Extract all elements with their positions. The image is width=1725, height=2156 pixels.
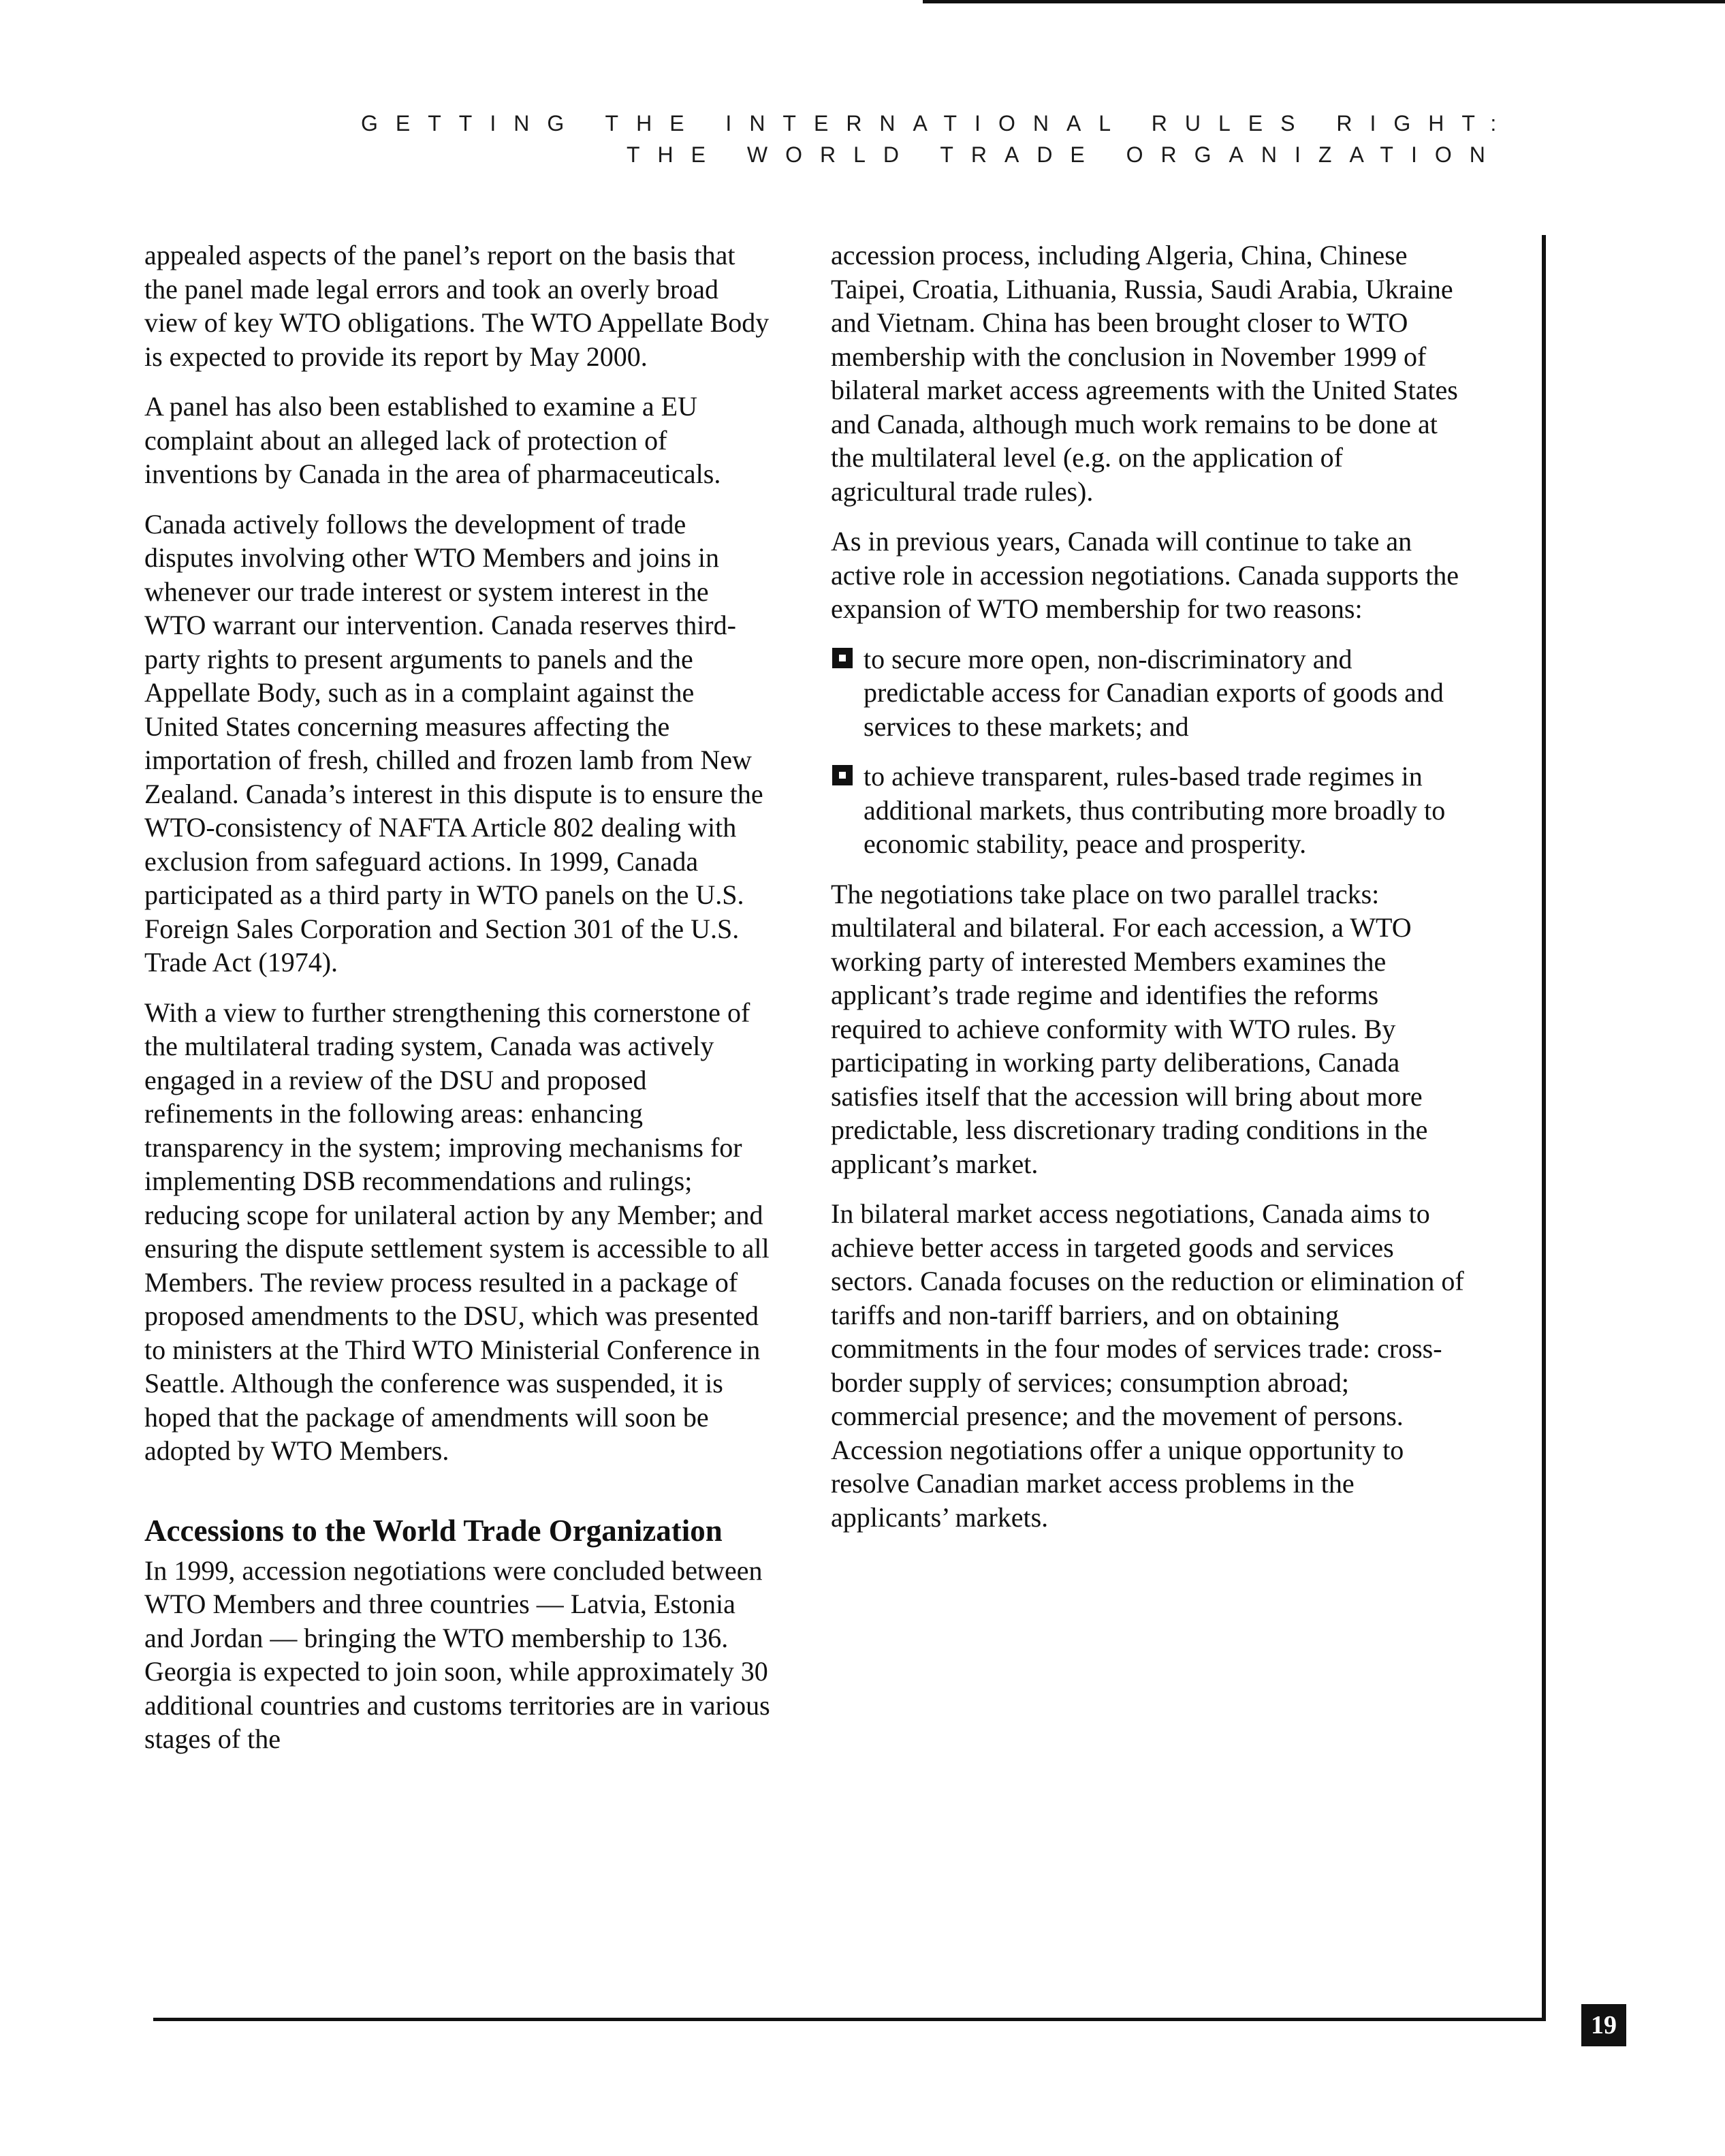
right-frame-rule [1542,235,1546,2020]
list-item-text: to achieve transparent, rules-based trade regimes in additional markets, thus contributing more broadly to economic stability, peace and prosperity. [864,761,1446,859]
right-paragraph-2: As in previous years, Canada will continue to take an active role in accession negotiations. Canada supports the expansion of WTO membership for two reasons: [831,526,1459,624]
left-paragraph-2: A panel has also been established to examine a EU complaint about an alleged lack of protection of inventions by Canada in the area of pharmaceuticals. [144,391,721,489]
section-heading-accessions: Accessions to the World Trade Organization [144,1513,723,1548]
list-item-text: to secure more open, non-discriminatory and predictable access for Canadian exports of goods and services to these markets; and [864,643,1444,742]
right-paragraph-1: accession process, including Algeria, China, Chinese Taipei, Croatia, Lithuania, Russia, Saudi Arabia, Ukraine and Vietnam. China has been brought closer to WTO membership with the conclusion in November 1999 of bilateral market access agreements with the United States and Canada, although much work remains to be done at the multilateral level (e.g. on the application of agricultural trade rules). [831,240,1458,507]
right-column [831,238,1464,1550]
page-number: 19 [1581,2004,1626,2046]
left-paragraph-1: appealed aspects of the panel’s report on the basis that the panel made legal errors and took an overly broad view of key WTO obligations. The WTO Appellate Body is expected to provide its report by May 2000. [144,240,770,372]
running-header-line-2: THE WORLD TRADE ORGANIZATION [627,142,1503,167]
square-bullet-icon [832,648,853,668]
reasons-list [831,642,1464,861]
left-paragraph-4: With a view to further strengthening this cornerstone of the multilateral trading system, Canada was actively engaged in a review of the DSU and proposed refinements in the following areas: enhancing transparency in the system; improving mechanisms for implementing DSB recommendations and rulings; reducing scope for unilateral action by any Member; and ensuring the dispute settlement system is accessible to all Members. The review process resulted in a package of proposed amendments to the DSU, which was presented to ministers at the Third WTO Ministerial Conference in Seattle. Although the conference was suspended, it is hoped that the package of amendments will soon be adopted by WTO Members. [144,997,770,1466]
left-paragraph-5: In 1999, accession negotiations were concluded between WTO Members and three countries — Latvia, Estonia and Jordan — bringing the WTO membership to 136. Georgia is expected to join soon, while approximately 30 additional countries and customs territories are in various stages of the [144,1554,770,1754]
right-paragraph-4: In bilateral market access negotiations, Canada aims to achieve better access in targeted goods and services sectors. Canada focuses on the reduction or elimination of tariffs and non-tariff barriers, and on obtaining commitments in the four modes of services trade: cross-border supply of services; consumption abroad; commercial presence; and the movement of persons. Accession negotiations offer a unique opportunity to resolve Canadian market access problems in the applicants’ markets. [831,1198,1464,1533]
square-bullet-icon [832,765,853,785]
bottom-rule [153,2018,1546,2021]
running-header-line-1: GETTING THE INTERNATIONAL RULES RIGHT: [361,111,1515,136]
right-paragraph-3: The negotiations take place on two parallel tracks: multilateral and bilateral. For each accession, a WTO working party of interested Members examines the applicant’s trade regime and identifies the reforms required to achieve conformity with WTO rules. By participating in working party deliberations, Canada satisfies itself that the accession will bring about more predictable, less discretionary trading conditions in the applicant’s market. [831,878,1428,1179]
running-header [361,108,1546,170]
top-rule [923,0,1725,3]
left-column [144,238,771,1772]
list-item [831,760,1464,861]
left-paragraph-3: Canada actively follows the development of trade disputes involving other WTO Members and joins in whenever our trade interest or system interest in the WTO warrant our intervention. Canada reserves third-party rights to present arguments to panels and the Appellate Body, such as in a complaint against the United States concerning measures affecting the importation of fresh, chilled and frozen lamb from New Zealand. Canada’s interest in this dispute is to ensure the WTO-consistency of NAFTA Article 802 dealing with exclusion from safeguard actions. In 1999, Canada participated as a third party in WTO panels on the U.S. Foreign Sales Corporation and Section 301 of the U.S. Trade Act (1974). [144,508,763,978]
list-item [831,642,1464,744]
